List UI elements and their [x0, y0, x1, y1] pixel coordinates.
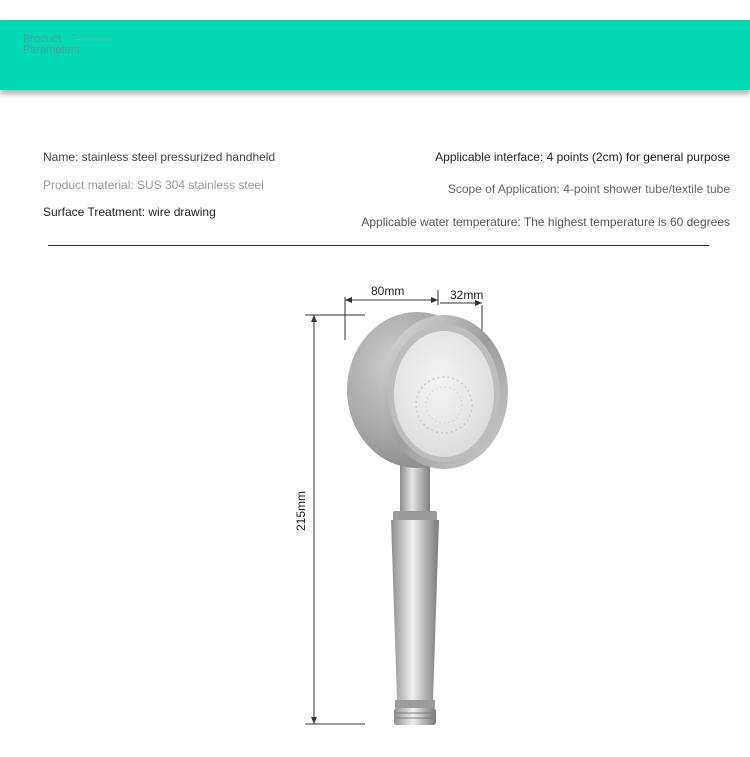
shower-head [347, 312, 508, 469]
spec-scope: Scope of Application: 4-point shower tube/textile tube [447, 182, 730, 196]
width-label: 80mm [371, 284, 405, 298]
shower-handle [391, 455, 439, 725]
spec-water-temperature: Applicable water temperature: The highest temperature is 60 degrees [361, 215, 730, 229]
spec-surface-treatment: Surface Treatment: wire drawing [43, 205, 216, 219]
spec-material: Product material: SUS 304 stainless steel [43, 178, 264, 192]
spec-name: Name: stainless steel pressurized handheld [43, 150, 276, 164]
thickness-label: 32mm [450, 288, 484, 302]
banner-title: Product Parameters [23, 33, 80, 56]
length-label: 215mm [294, 490, 308, 531]
spec-interface: Applicable interface: 4 points (2cm) for general purpose [435, 150, 730, 164]
